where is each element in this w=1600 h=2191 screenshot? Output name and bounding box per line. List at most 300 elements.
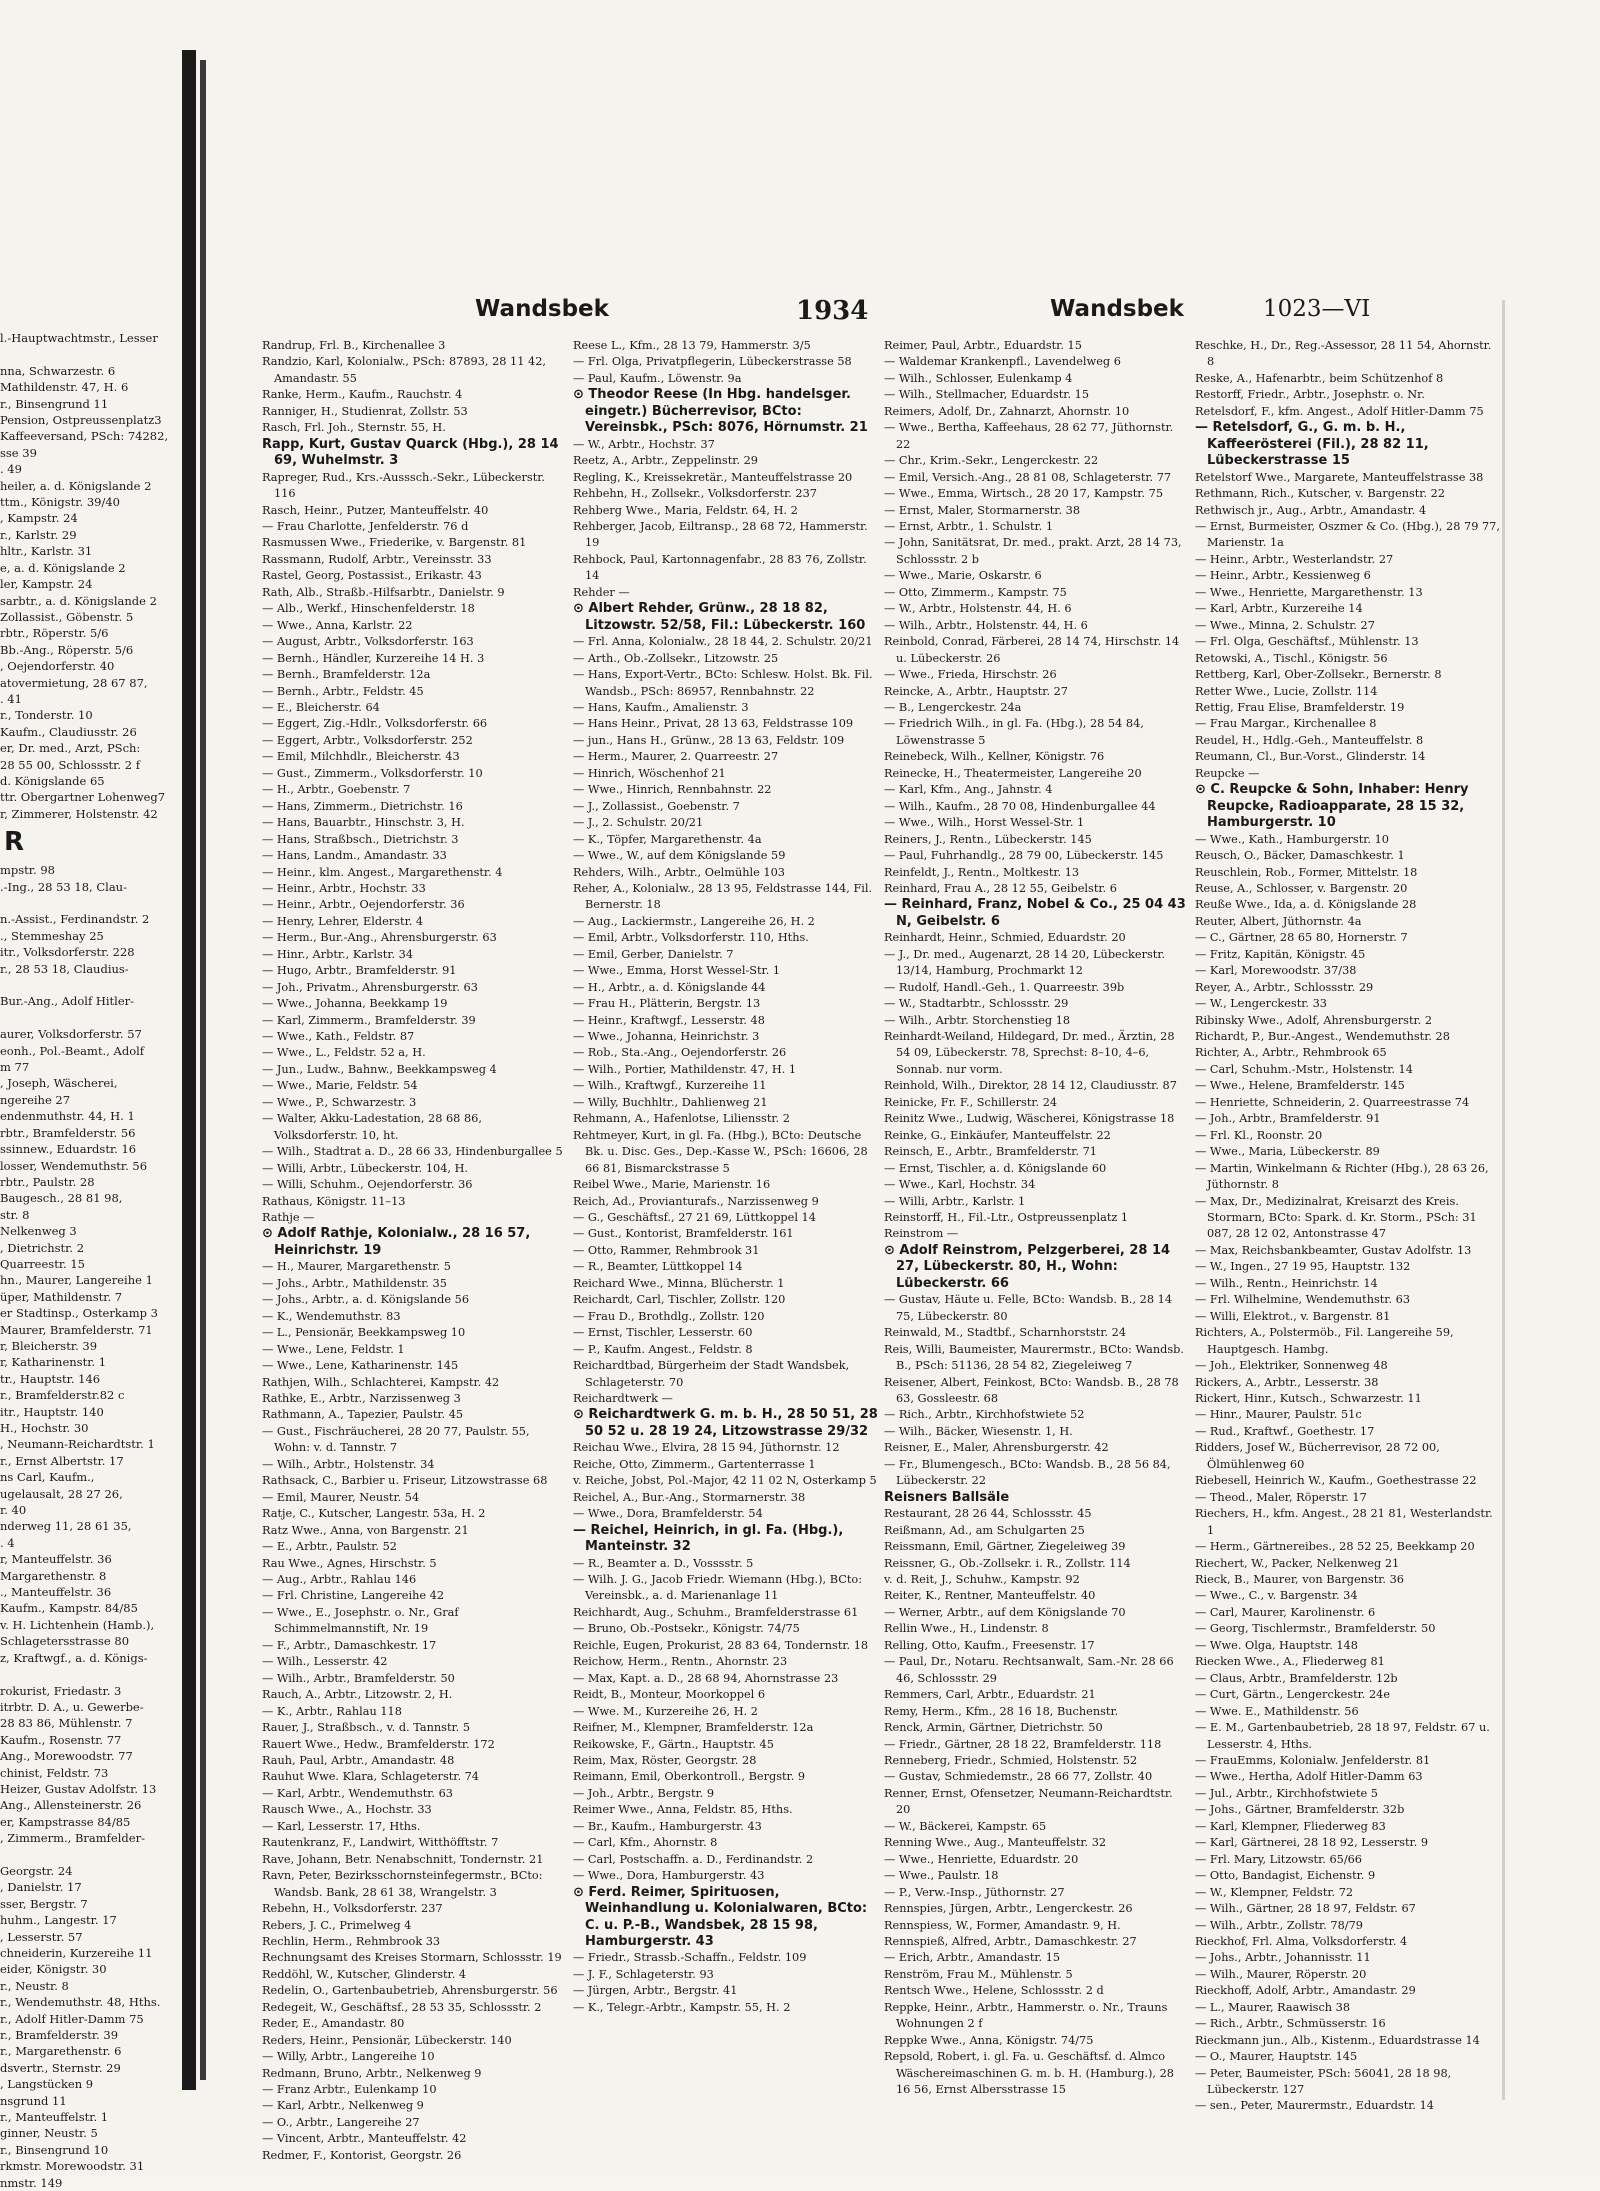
directory-entry-highlighted: ⊙ Ferd. Reimer, Spirituosen, Weinhandlung u. Kolonialwaren, BCto: C. u. P.-B., Wandsbek, 28 15 98, Hamburgerstr. 43 (573, 1884, 868, 1949)
left-page-line: atovermietung, 28 67 87, (0, 675, 148, 690)
directory-entry: Reichow, Herm., Rentn., Ahornstr. 23 (573, 1655, 788, 1669)
left-page-line: r, Katharinenstr. 1 (0, 1355, 107, 1370)
directory-entry: — Wilh., Arbtr., Bramfelderstr. 50 (262, 1671, 455, 1685)
directory-entry: — Erich, Arbtr., Amandastr. 15 (884, 1951, 1061, 1965)
directory-entry: Rehbehn, H., Zollsekr., Volksdorferstr. 237 (573, 487, 817, 501)
directory-entry: Rauhut Wwe. Klara, Schlageterstr. 74 (262, 1770, 479, 1784)
directory-entry: Reichel, A., Bur.-Ang., Stormarnerstr. 38 (573, 1490, 806, 1504)
directory-entry: Reichhardt, Aug., Schuhm., Bramfelderstrasse 61 (573, 1605, 859, 1619)
left-page-line: . 49 (0, 462, 22, 477)
directory-entry: Rickers, A., Arbtr., Lesserstr. 38 (1195, 1375, 1379, 1389)
directory-entry: Reinhold, Wilh., Direktor, 28 14 12, Claudiusstr. 87 (884, 1079, 1177, 1093)
directory-entry: — Ernst, Arbtr., 1. Schulstr. 1 (884, 519, 1054, 533)
directory-entry: — Gust., Kontorist, Bramfelderstr. 161 (573, 1227, 794, 1241)
directory-entry: — Max, Dr., Medizinalrat, Kreisarzt des Kreis. Stormarn, BCto: Spark. d. Kr. Storm., PSch: 31 087, 28 12 02, Antonstrasse 47 (1195, 1194, 1477, 1241)
directory-entry: — Willy, Buchhltr., Dahlienweg 21 (573, 1095, 768, 1109)
directory-entry: — L., Pensionär, Beekkampsweg 10 (262, 1326, 466, 1340)
left-page-line: r., Binsengrund 10 (0, 2142, 109, 2157)
directory-entry: Reisner, E., Maler, Ahrensburgerstr. 42 (884, 1441, 1109, 1455)
left-page-line: , Danielstr. 17 (0, 1880, 82, 1895)
page-header (260, 296, 1500, 336)
directory-entry: Reuter, Albert, Jüthornstr. 4a (1195, 914, 1362, 928)
left-page-line: ler, Kampstr. 24 (0, 577, 93, 592)
directory-entry: — Hugo, Arbtr., Bramfelderstr. 91 (262, 964, 457, 978)
directory-entry: — H., Arbtr., a. d. Königslande 44 (573, 980, 766, 994)
directory-entry: Relling, Otto, Kaufm., Freesenstr. 17 (884, 1638, 1095, 1652)
directory-entry: Reinstorff, H., Fil.-Ltr., Ostpreussenplatz 1 (884, 1211, 1129, 1225)
directory-entry: — Jun., Ludw., Bahnw., Beekkampsweg 4 (262, 1062, 497, 1076)
left-page-line: ssinnew., Eduardstr. 16 (0, 1142, 137, 1157)
directory-entry: — Wwe. M., Kurzereihe 26, H. 2 (573, 1704, 758, 1718)
directory-entry: Rastel, Georg, Postassist., Erikastr. 43 (262, 569, 482, 583)
directory-entry: — Claus, Arbtr., Bramfelderstr. 12b (1195, 1671, 1398, 1685)
directory-entry: Rathje — (262, 1211, 315, 1225)
directory-entry: — Henry, Lehrer, Elderstr. 4 (262, 914, 424, 928)
directory-entry: — Carl, Maurer, Karolinenstr. 6 (1195, 1605, 1376, 1619)
directory-entry: — Gust., Fischräucherei, 28 20 77, Paulstr. 55, Wohn: v. d. Tannstr. 7 (262, 1424, 530, 1455)
directory-entry: — Friedrich Wilh., in gl. Fa. (Hbg.), 28 54 84, Löwenstrasse 5 (884, 717, 1144, 747)
directory-entry: — P., Kaufm. Angest., Feldstr. 8 (573, 1342, 753, 1356)
directory-entry: — Wwe. E., Mathildenstr. 56 (1195, 1704, 1359, 1718)
directory-entry: Reincke, A., Arbtr., Hauptstr. 27 (884, 684, 1068, 698)
directory-entry: — Wwe., Hertha, Adolf Hitler-Damm 63 (1195, 1770, 1423, 1784)
directory-entry: Reske, A., Hafenarbtr., beim Schützenhof 8 (1195, 371, 1444, 385)
binding-shadow-inner (200, 60, 206, 2080)
directory-entry: — Carl, Postschaffn. a. D., Ferdinandstr. 2 (573, 1852, 814, 1866)
directory-entry-highlighted: ⊙ Adolf Rathje, Kolonialw., 28 16 57, Heinrichstr. 19 (262, 1226, 531, 1258)
directory-entry: Reibel Wwe., Marie, Marienstr. 16 (573, 1178, 771, 1192)
directory-entry: — August, Arbtr., Volksdorferstr. 163 (262, 635, 474, 649)
directory-entry: Rehmann, A., Hafenlotse, Liliensstr. 2 (573, 1112, 790, 1126)
left-page-line: itr., Volksdorferstr. 228 (0, 945, 135, 960)
directory-entry: Reinke, G., Einkäufer, Manteuffelstr. 22 (884, 1128, 1111, 1142)
directory-entry: — Wilh., Rentn., Heinrichstr. 14 (1195, 1276, 1378, 1290)
header-left-title: Wandsbek (475, 296, 609, 322)
directory-entry: — jun., Hans H., Grünw., 28 13 63, Feldstr. 109 (573, 733, 845, 747)
directory-entry: v. d. Reit, J., Schuhw., Kampstr. 92 (884, 1572, 1080, 1586)
directory-entry: Ridders, Josef W., Bücherrevisor, 28 72 00, Ölmühlenweg 60 (1195, 1441, 1440, 1471)
directory-entry: — K., Wendemuthstr. 83 (262, 1309, 401, 1323)
directory-entry: — Franz Arbtr., Eulenkamp 10 (262, 2083, 437, 2097)
left-page-line: ., Manteuffelstr. 36 (0, 1585, 112, 1600)
directory-entry: — Frau D., Brothdlg., Zollstr. 120 (573, 1309, 765, 1323)
left-page-line (0, 977, 180, 993)
directory-entry: Reiche, Otto, Zimmerm., Gartenterrasse 1 (573, 1457, 816, 1471)
left-page-line: chneiderin, Kurzereihe 11 (0, 1946, 153, 1960)
directory-entry: Retelstorf Wwe., Margarete, Manteuffelstrasse 38 (1195, 470, 1484, 484)
directory-entry: — John, Sanitätsrat, Dr. med., prakt. Arzt, 28 14 73, Schlossstr. 2 b (884, 536, 1182, 566)
directory-entry: Rave, Johann, Betr. Nenabschnitt, Tondernstr. 21 (262, 1852, 544, 1866)
left-page-lines-top (0, 330, 180, 822)
directory-entry: Ranniger, H., Studienrat, Zollstr. 53 (262, 404, 468, 418)
directory-entry: — Friedr., Strassb.-Schaffn., Feldstr. 109 (573, 1951, 807, 1965)
directory-entry: Rickert, Hinr., Kutsch., Schwarzestr. 11 (1195, 1392, 1422, 1405)
directory-entry: — Joh., Privatm., Ahrensburgerstr. 63 (262, 980, 478, 994)
directory-entry: — Eggert, Zig.-Hdlr., Volksdorferstr. 66 (262, 717, 488, 731)
left-page-line: itr., Hauptstr. 140 (0, 1404, 104, 1419)
left-page-line: r., Bramfelderstr.82 c (0, 1388, 125, 1403)
page-number: 1023—VI (1263, 296, 1371, 322)
directory-entry: Riecken Wwe., A., Fliederweg 81 (1195, 1655, 1385, 1669)
directory-entry: — Wwe., Johanna, Beekkamp 19 (262, 997, 448, 1011)
directory-entry: — J., Dr. med., Augenarzt, 28 14 20, Lübeckerstr. 13/14, Hamburg, Prochmarkt 12 (884, 947, 1166, 978)
directory-entry: — Karl, Klempner, Fliederweg 83 (1195, 1819, 1386, 1833)
binding-shadow (182, 50, 196, 2090)
directory-entry: Rauert Wwe., Hedw., Bramfelderstr. 172 (262, 1737, 495, 1751)
directory-entry: — Wwe., E., Josephstr. o. Nr., Graf Schimmelmannstift, Nr. 19 (262, 1605, 459, 1636)
directory-entry: Reppke, Heinr., Arbtr., Hammerstr. o. Nr., Trauns Wohnungen 2 f (884, 2000, 1168, 2031)
left-page-line: heiler, a. d. Königslande 2 (0, 478, 152, 493)
directory-entry: Rethwisch jr., Aug., Arbtr., Amandastr. 4 (1195, 503, 1427, 517)
directory-entry-highlighted: ⊙ Reichardtwerk G. m. b. H., 28 50 51, 28 50 52 u. 28 19 24, Litzowstrasse 29/32 (573, 1407, 878, 1439)
left-page-line: r, Zimmerer, Holstenstr. 42 (0, 806, 158, 821)
directory-entry-highlighted: ⊙ C. Reupcke & Sohn, Inhaber: Henry Reupcke, Radioapparate, 28 15 32, Hamburgerstr. 10 (1195, 782, 1469, 831)
directory-entry: — Gust., Zimmerm., Volksdorferstr. 10 (262, 766, 483, 780)
directory-entry: Rebers, J. C., Primelweg 4 (262, 1918, 412, 1932)
directory-entry: — E., Arbtr., Paulstr. 52 (262, 1540, 397, 1554)
directory-entry: — Georg, Tischlermstr., Bramfelderstr. 50 (1195, 1622, 1436, 1636)
directory-entry: — Wwe., Henriette, Eduardstr. 20 (884, 1852, 1079, 1866)
left-page-line: r, Bleicherstr. 39 (0, 1338, 98, 1353)
directory-entry: — P., Verw.-Insp., Jüthornstr. 27 (884, 1885, 1065, 1899)
directory-entry-highlighted: Reisners Ballsäle (884, 1489, 1010, 1505)
left-page-line (0, 1666, 180, 1682)
directory-entry: — Johs., Arbtr., a. d. Königslande 56 (262, 1293, 470, 1307)
directory-entry: Reher, A., Kolonialw., 28 13 95, Feldstrasse 144, Fil. Bernerstr. 18 (573, 881, 873, 912)
directory-entry: — Hans, Landm., Amandastr. 33 (262, 849, 447, 863)
directory-entry: — Hinr., Maurer, Paulstr. 51c (1195, 1408, 1362, 1422)
directory-entry: Reudel, H., Hdlg.-Geh., Manteuffelstr. 8 (1195, 733, 1424, 747)
left-page-lines-bottom (0, 862, 180, 2191)
directory-entry: — Paul, Dr., Notaru. Rechtsanwalt, Sam.-Nr. 28 66 46, Schlossstr. 29 (884, 1655, 1174, 1685)
directory-entry: — G., Geschäftsf., 27 21 69, Lüttkoppel 14 (573, 1211, 816, 1225)
directory-entry: — Carl, Kfm., Ahornstr. 8 (573, 1836, 718, 1850)
left-page-line: hn., Maurer, Langereihe 1 (0, 1273, 153, 1288)
directory-entry: — Paul, Kaufm., Löwenstr. 9a (573, 371, 742, 385)
directory-entry: Rieck, B., Maurer, von Bargenstr. 36 (1195, 1572, 1404, 1586)
directory-entry: Renneberg, Friedr., Schmied, Holstenstr. 52 (884, 1753, 1138, 1767)
directory-entry: — Frl. Christine, Langereihe 42 (262, 1589, 445, 1603)
left-page-line: er, Dr. med., Arzt, PSch: (0, 741, 141, 756)
directory-entry: Reim, Max, Röster, Georgstr. 28 (573, 1753, 757, 1767)
directory-entry: Riebesell, Heinrich W., Kaufm., Goethestrasse 22 (1195, 1474, 1477, 1488)
directory-entry: — Herm., Bur.-Ang., Ahrensburgerstr. 63 (262, 931, 497, 945)
directory-entry: — Frau Margar., Kirchenallee 8 (1195, 717, 1377, 731)
directory-entry: Redegeit, W., Geschäftsf., 28 53 35, Schlossstr. 2 (262, 2000, 542, 2014)
left-page-line: rbtr., Paulstr. 28 (0, 1174, 95, 1189)
directory-entry: — L., Maurer, Raawisch 38 (1195, 2000, 1351, 2014)
left-page-line: r. 40 (0, 1503, 27, 1518)
directory-entry: — Wwe., Marie, Oskarstr. 6 (884, 569, 1042, 583)
directory-entry: Regling, K., Kreissekretär., Manteuffelstrasse 20 (573, 470, 853, 484)
directory-entry: — Wwe., Minna, 2. Schulstr. 27 (1195, 618, 1375, 632)
left-page-line: Pension, Ostpreussenplatz3 (0, 413, 162, 428)
directory-entry: — W., Klempner, Feldstr. 72 (1195, 1885, 1354, 1899)
directory-entry: — Arth., Ob.-Zollsekr., Litzowstr. 25 (573, 651, 779, 665)
left-page-line: v. H. Lichtenhein (Hamb.), (0, 1617, 155, 1632)
directory-entry: Reiter, K., Rentner, Manteuffelstr. 40 (884, 1589, 1096, 1603)
left-page-line: l.-Hauptwachtmstr., Lesser (0, 331, 158, 345)
directory-entry: — Joh., Elektriker, Sonnenweg 48 (1195, 1359, 1388, 1373)
directory-entry: Restaurant, 28 26 44, Schlossstr. 45 (884, 1507, 1092, 1521)
directory-column-4 (1195, 338, 1500, 2113)
directory-entry: Rasmussen Wwe., Friederike, v. Bargenstr. 81 (262, 536, 527, 550)
directory-entry: Rasch, Frl. Joh., Sternstr. 55, H. (262, 421, 446, 435)
directory-entry: — Herm., Gärtnereibes., 28 52 25, Beekkamp 20 (1195, 1540, 1475, 1554)
directory-entry: — Hans, Straßbsch., Dietrichstr. 3 (262, 832, 459, 846)
directory-entry: — Rob., Sta.-Ang., Oejendorferstr. 26 (573, 1046, 787, 1060)
directory-entry: Reschke, H., Dr., Reg.-Assessor, 28 11 54, Ahornstr. 8 (1195, 339, 1492, 369)
directory-entry: Reinecke, H., Theatermeister, Langereihe 20 (884, 766, 1142, 780)
directory-entry: — Joh., Arbtr., Bergstr. 9 (573, 1786, 715, 1800)
directory-entry: — J. F., Schlageterstr. 93 (573, 1967, 714, 1981)
directory-entry-highlighted: — Reinhard, Franz, Nobel & Co., 25 04 43 N, Geibelstr. 6 (884, 897, 1186, 929)
directory-entry: — Eggert, Arbtr., Volksdorferstr. 252 (262, 733, 473, 747)
directory-entry: — Wwe., Bertha, Kaffeehaus, 28 62 77, Jüthornstr. 22 (884, 421, 1174, 451)
left-page-line: hltr., Karlstr. 31 (0, 544, 93, 559)
directory-entry: — Wwe., Dora, Hamburgerstr. 43 (573, 1869, 765, 1883)
left-page-line: r., Ernst Albertstr. 17 (0, 1453, 124, 1468)
left-page-line: , Langstücken 9 (0, 2077, 94, 2092)
directory-entry: — Fritz, Kapitän, Königstr. 45 (1195, 947, 1366, 961)
directory-entry: — C., Gärtner, 28 65 80, Hornerstr. 7 (1195, 931, 1408, 945)
directory-entry: — Friedr., Gärtner, 28 18 22, Bramfelderstr. 118 (884, 1737, 1162, 1751)
directory-entry: — F., Arbtr., Damaschkestr. 17 (262, 1638, 437, 1652)
directory-entry: — Wilh., Schlosser, Eulenkamp 4 (884, 371, 1073, 385)
left-page-line: ns Carl, Kaufm., (0, 1470, 95, 1485)
directory-entry: — Otto, Bandagist, Eichenstr. 9 (1195, 1869, 1376, 1883)
directory-entry: — Jul., Arbtr., Kirchhofstwiete 5 (1195, 1786, 1378, 1800)
left-page-line: d. Königslande 65 (0, 773, 105, 788)
directory-entry: — Johs., Gärtner, Bramfelderstr. 32b (1195, 1803, 1405, 1817)
directory-entry: Reese L., Kfm., 28 13 79, Hammerstr. 3/5 (573, 339, 811, 352)
directory-column-3 (884, 338, 1189, 2097)
directory-entry: — Wwe., Henriette, Margarethenstr. 13 (1195, 585, 1423, 599)
directory-entry: Restorff, Friedr., Arbtr., Josephstr. o. Nr. (1195, 388, 1425, 402)
directory-entry: — J., 2. Schulstr. 20/21 (573, 816, 704, 830)
directory-entry: Ratz Wwe., Anna, von Bargenstr. 21 (262, 1523, 469, 1537)
directory-entry: Rebehn, H., Volksdorferstr. 237 (262, 1902, 443, 1916)
directory-entry: — Frl. Kl., Roonstr. 20 (1195, 1128, 1323, 1142)
directory-entry: Remy, Herm., Kfm., 28 16 18, Buchenstr. (884, 1704, 1119, 1718)
directory-entry: Reppke Wwe., Anna, Königstr. 74/75 (884, 2033, 1094, 2047)
directory-entry: — Theod., Maler, Röperstr. 17 (1195, 1490, 1367, 1504)
left-page-line: , Lesserstr. 57 (0, 1929, 83, 1944)
section-letter: R (4, 827, 25, 858)
directory-entry: Reinebeck, Wilh., Kellner, Königstr. 76 (884, 750, 1105, 764)
directory-entry: — Wwe., W., auf dem Königslande 59 (573, 849, 786, 863)
left-page-line: Ang., Allensteinerstr. 26 (0, 1798, 142, 1813)
directory-entry: Rasch, Heinr., Putzer, Manteuffelstr. 40 (262, 503, 489, 517)
directory-entry: Reuse, A., Schlosser, v. Bargenstr. 20 (1195, 881, 1408, 895)
directory-entry: Reichard Wwe., Minna, Blücherstr. 1 (573, 1276, 785, 1290)
directory-entry: Rehders, Wilh., Arbtr., Oelmühle 103 (573, 865, 785, 879)
left-page-line: , Oejendorferstr. 40 (0, 659, 115, 674)
directory-entry: Reusch, O., Bäcker, Damaschkestr. 1 (1195, 849, 1405, 863)
directory-entry: Redelin, O., Gartenbaubetrieb, Ahrensburgerstr. 56 (262, 1984, 558, 1998)
left-page-line: , Neumann-Reichardtstr. 1 (0, 1437, 155, 1452)
directory-entry: Reichle, Eugen, Prokurist, 28 83 64, Tondernstr. 18 (573, 1638, 869, 1652)
directory-entry: — Frl. Mary, Litzowstr. 65/66 (1195, 1852, 1362, 1866)
directory-entry-highlighted: ⊙ Adolf Reinstrom, Pelzgerberei, 28 14 27, Lübeckerstr. 80, H., Wohn: Lübeckerstr. 66 (884, 1242, 1171, 1291)
directory-entry: Rellin Wwe., H., Lindenstr. 8 (884, 1622, 1049, 1636)
directory-entry: Rennspiess, W., Former, Amandastr. 9, H. (884, 1918, 1121, 1932)
directory-entry: — Aug., Arbtr., Rahlau 146 (262, 1572, 417, 1586)
directory-entry: — Karl, Lesserstr. 17, Hths. (262, 1819, 421, 1833)
directory-entry: — E. M., Gartenbaubetrieb, 28 18 97, Feldstr. 67 u. Lesserstr. 4, Hths. (1195, 1721, 1490, 1751)
directory-entry: — Bernh., Arbtr., Feldstr. 45 (262, 684, 424, 698)
directory-entry: Rathke, E., Arbtr., Narzissenweg 3 (262, 1392, 461, 1405)
directory-entry: — Hans, Kaufm., Amalienstr. 3 (573, 700, 749, 714)
directory-entry: Reddöhl, W., Kutscher, Glinderstr. 4 (262, 1967, 467, 1981)
directory-entry: Reikowske, F., Gärtn., Hauptstr. 45 (573, 1737, 774, 1751)
left-page-line: sse 39 (0, 445, 37, 460)
directory-entry: — Emil, Arbtr., Volksdorferstr. 110, Hths. (573, 931, 809, 945)
directory-entry: — Hans Heinr., Privat, 28 13 63, Feldstrasse 109 (573, 717, 854, 731)
left-page-line: r., Karlstr. 29 (0, 527, 77, 542)
directory-entry: — Willy, Arbtr., Langereihe 10 (262, 2050, 435, 2064)
left-page-line: r., Bramfelderstr. 39 (0, 2028, 119, 2043)
page-edge (1502, 300, 1505, 2100)
directory-entry: — Wilh., Stellmacher, Eduardstr. 15 (884, 388, 1090, 402)
directory-entry: Rennspies, Jürgen, Arbtr., Lengerckestr. 26 (884, 1902, 1133, 1916)
directory-entry: — Hans, Export-Vertr., BCto: Schlesw. Holst. Bk. Fil. Wandsb., PSch: 86957, Rennbahnstr. 22 (573, 668, 873, 698)
left-page-line: eonh., Pol.-Beamt., Adolf (0, 1043, 145, 1058)
directory-entry: — Wilh., Arbtr. Storchenstieg 18 (884, 1013, 1071, 1027)
directory-entry: — Wilh., Portier, Mathildenstr. 47, H. 1 (573, 1062, 797, 1076)
directory-entry: Reis, Willi, Baumeister, Maurermstr., BCto: Wandsb. B., PSch: 51136, 28 54 82, Ziegeleiweg 7 (884, 1342, 1184, 1373)
directory-entry: — Emil, Gerber, Danielstr. 7 (573, 947, 734, 961)
left-page-line: sser, Bergstr. 7 (0, 1896, 88, 1911)
directory-entry: — Wwe., Lene, Feldstr. 1 (262, 1342, 405, 1356)
directory-entry: — Wwe., Kath., Hamburgerstr. 10 (1195, 832, 1389, 846)
left-page-line: ttm., Königstr. 39/40 (0, 495, 120, 510)
directory-entry: Reichardt, Carl, Tischler, Zollstr. 120 (573, 1293, 786, 1307)
directory-entry: Rehbock, Paul, Kartonnagenfabr., 28 83 76, Zollstr. 14 (573, 552, 867, 583)
directory-entry: — Heinr., Arbtr., Kessienweg 6 (1195, 569, 1371, 583)
left-page-line: , Dietrichstr. 2 (0, 1240, 85, 1255)
directory-entry: — Wilh. J. G., Jacob Friedr. Wiemann (Hbg.), BCto: Vereinsbk., a. d. Marienanlage 11 (573, 1572, 863, 1603)
directory-entry: — Willi, Arbtr., Lübeckerstr. 104, H. (262, 1161, 469, 1175)
directory-entry: — Wwe., Emma, Horst Wessel-Str. 1 (573, 964, 781, 978)
directory-entry: Reinsch, E., Arbtr., Bramfelderstr. 71 (884, 1145, 1097, 1159)
directory-entry: — Wwe., Marie, Feldstr. 54 (262, 1079, 418, 1093)
directory-entry: — W., Stadtarbtr., Schlossstr. 29 (884, 997, 1069, 1011)
directory-entry: Reuschlein, Rob., Former, Mittelstr. 18 (1195, 865, 1418, 879)
directory-entry: — Wwe., Frieda, Hirschstr. 26 (884, 668, 1057, 682)
directory-entry: Riechers, H., kfm. Angest., 28 21 81, Westerlandstr. 1 (1195, 1507, 1493, 1537)
directory-entry: Rehder — (573, 585, 630, 599)
left-page-line: nderweg 11, 28 61 35, (0, 1519, 132, 1534)
directory-entry: — Wwe., Wilh., Horst Wessel-Str. 1 (884, 816, 1085, 830)
directory-entry: Reidt, B., Monteur, Moorkoppel 6 (573, 1688, 766, 1702)
directory-entry: Ranke, Herm., Kaufm., Rauchstr. 4 (262, 388, 463, 402)
left-page-line: rokurist, Friedastr. 3 (0, 1683, 122, 1698)
left-page-line (0, 346, 180, 362)
directory-entry: Reyer, A., Arbtr., Schlossstr. 29 (1195, 980, 1374, 994)
left-page-line: . 4 (0, 1535, 15, 1550)
directory-entry: Rieckmann jun., Alb., Kistenm., Eduardstrasse 14 (1195, 2033, 1480, 2047)
directory-entry: Reinhard, Frau A., 28 12 55, Geibelstr. 6 (884, 881, 1117, 895)
left-page-line: n.-Assist., Ferdinandstr. 2 (0, 912, 150, 927)
directory-entry: — Waldemar Krankenpfl., Lavendelweg 6 (884, 355, 1121, 369)
directory-entry: Rautenkranz, F., Landwirt, Witthöfftstr. 7 (262, 1836, 499, 1850)
directory-entry: Rechnungsamt des Kreises Stormarn, Schlossstr. 19 (262, 1951, 562, 1965)
directory-entry: Rehberger, Jacob, Eiltransp., 28 68 72, Hammerstr. 19 (573, 519, 868, 550)
directory-entry: — Frau Charlotte, Jenfelderstr. 76 d (262, 519, 469, 533)
directory-entry: — Frl. Olga, Privatpflegerin, Lübeckerstrasse 58 (573, 355, 852, 369)
directory-entry: — Aug., Lackiermstr., Langereihe 26, H. 2 (573, 914, 815, 928)
directory-entry: Retelsdorf, F., kfm. Angest., Adolf Hitler-Damm 75 (1195, 404, 1484, 418)
directory-entry: — Wwe., L., Feldstr. 52 a, H. (262, 1046, 426, 1060)
directory-entry: — Emil, Versich.-Ang., 28 81 08, Schlageterstr. 77 (884, 470, 1172, 484)
directory-entry: — Peter, Baumeister, PSch: 56041, 28 18 98, Lübeckerstr. 127 (1195, 2066, 1452, 2097)
directory-entry: — Heinr., klm. Angest., Margarethenstr. 4 (262, 865, 503, 879)
directory-entry: — Martin, Winkelmann & Richter (Hbg.), 28 63 26, Jüthornstr. 8 (1195, 1161, 1489, 1192)
directory-entry: — Heinr., Kraftwgf., Lesserstr. 48 (573, 1013, 765, 1027)
directory-entry: — Wilh., Kraftwgf., Kurzereihe 11 (573, 1079, 767, 1093)
left-page-line: Schlagetersstrasse 80 (0, 1634, 130, 1649)
left-page-line: rbtr., Röperstr. 5/6 (0, 626, 109, 641)
directory-entry: Rathmann, A., Tapezier, Paulstr. 45 (262, 1408, 464, 1422)
directory-entry: Reich, Ad., Provianturafs., Narzissenweg 9 (573, 1194, 819, 1208)
directory-entry: Reinwald, M., Stadtbf., Scharnhorststr. 24 (884, 1326, 1127, 1340)
directory-entry: — Jürgen, Arbtr., Bergstr. 41 (573, 1984, 738, 1998)
directory-entry: Redmer, F., Kontorist, Georgstr. 26 (262, 2148, 462, 2162)
directory-entry: Rapreger, Rud., Krs.-Ausssch.-Sekr., Lübeckerstr. 116 (262, 470, 545, 501)
directory-entry: — FrauEmms, Kolonialw. Jenfelderstr. 81 (1195, 1753, 1431, 1767)
directory-entry: Reisener, Albert, Feinkost, BCto: Wandsb. B., 28 78 63, Gossleestr. 68 (884, 1375, 1179, 1405)
directory-entry-highlighted: ⊙ Albert Rehder, Grünw., 28 18 82, Litzowstr. 52/58, Fil.: Lübeckerstr. 160 (573, 601, 866, 633)
directory-entry: — Rud., Kraftwf., Goethestr. 17 (1195, 1424, 1375, 1438)
directory-entry: Rehberg Wwe., Maria, Feldstr. 64, H. 2 (573, 503, 798, 517)
directory-entry: — Wilh., Stadtrat a. D., 28 66 33, Hindenburgallee 5 (262, 1145, 563, 1159)
left-page-fragment (0, 330, 180, 2190)
left-page-line: ngereihe 27 (0, 1092, 71, 1107)
directory-entry: Rauch, A., Arbtr., Litzowstr. 2, H. (262, 1688, 453, 1702)
directory-entry: Rieckhoff, Adolf, Arbtr., Amandastr. 29 (1195, 1984, 1416, 1998)
left-page-line: 28 83 86, Mühlenstr. 7 (0, 1716, 133, 1731)
directory-entry: Reichardtwerk — (573, 1392, 673, 1405)
directory-entry: Rettig, Frau Elise, Bramfelderstr. 19 (1195, 700, 1405, 714)
header-year: 1934 (796, 296, 869, 326)
left-page-line: sarbtr., a. d. Königslande 2 (0, 593, 157, 608)
directory-entry: — Ernst, Maler, Stormarnerstr. 38 (884, 503, 1081, 517)
directory-entry: — R., Beamter a. D., Vosssstr. 5 (573, 1556, 754, 1570)
left-page-line: 28 55 00, Schlossstr. 2 f (0, 757, 140, 772)
directory-entry: — Wwe., Anna, Karlstr. 22 (262, 618, 413, 632)
directory-entry: Repsold, Robert, i. gl. Fa. u. Geschäftsf. d. Almco Wäschereimaschinen G. m. b. H. (Hamburg.), 28 16 56, Ernst Albersstrasse 15 (884, 2050, 1174, 2097)
directory-entry: — Hans, Bauarbtr., Hinschstr. 3, H. (262, 816, 465, 830)
directory-entry: Rettberg, Karl, Ober-Zollsekr., Bernerstr. 8 (1195, 668, 1442, 682)
directory-entry: — Heinr., Arbtr., Westerlandstr. 27 (1195, 552, 1394, 566)
left-page-line: Heizer, Gustav Adolfstr. 13 (0, 1781, 157, 1796)
directory-entry: Redmann, Bruno, Arbtr., Nelkenweg 9 (262, 2066, 482, 2080)
directory-entry: Reimer Wwe., Anna, Feldstr. 85, Hths. (573, 1803, 793, 1817)
directory-entry: — J., Zollassist., Goebenstr. 7 (573, 799, 740, 813)
directory-entry: Reders, Heinr., Pensionär, Lübeckerstr. 140 (262, 2033, 512, 2047)
directory-entry: — Wwe., Paulstr. 18 (884, 1869, 999, 1883)
directory-entry: — Heinr., Arbtr., Oejendorferstr. 36 (262, 898, 465, 912)
directory-entry: — H., Maurer, Margarethenstr. 5 (262, 1260, 451, 1274)
directory-entry: Reichau Wwe., Elvira, 28 15 94, Jüthornstr. 12 (573, 1441, 840, 1455)
directory-entry: — Rich., Arbtr., Schmüsserstr. 16 (1195, 2017, 1386, 2031)
left-page-line: chinist, Feldstr. 73 (0, 1765, 109, 1780)
directory-entry: v. Reiche, Jobst, Pol.-Major, 42 11 02 N, Osterkamp 5 (573, 1474, 877, 1488)
left-page-line: dsvertr., Sternstr. 29 (0, 2060, 121, 2075)
directory-entry: — Frl. Wilhelmine, Wendemuthstr. 63 (1195, 1293, 1411, 1307)
directory-entry: — K., Arbtr., Rahlau 118 (262, 1704, 402, 1718)
